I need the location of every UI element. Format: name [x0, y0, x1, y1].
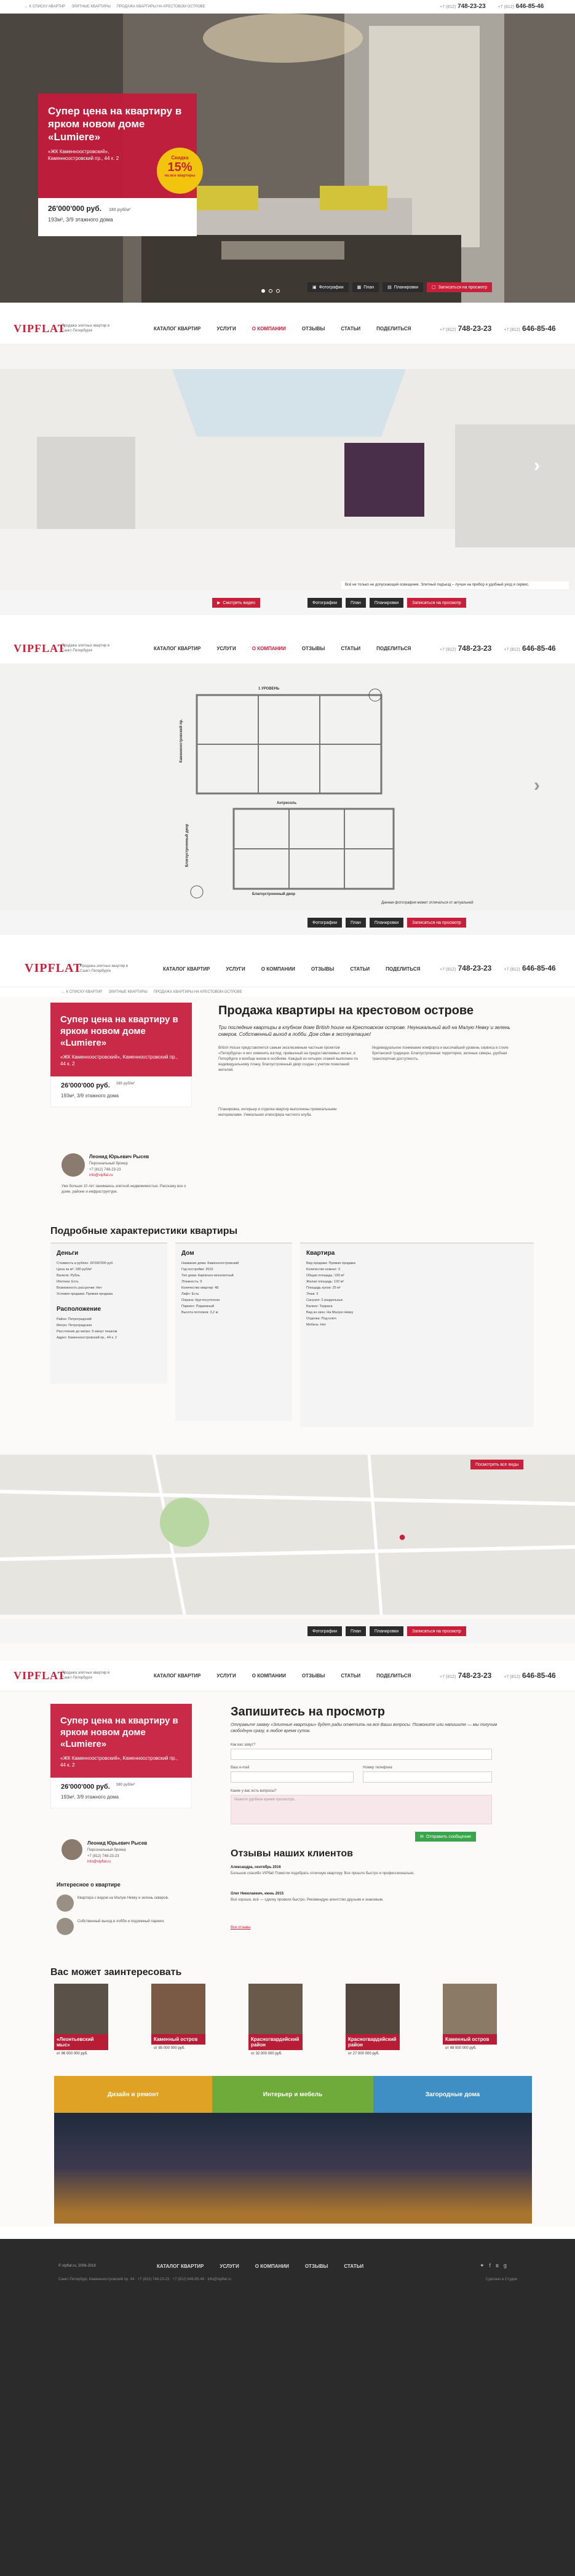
- nav-reviews[interactable]: ОТЗЫВЫ: [301, 646, 325, 651]
- city-banner: [54, 2113, 532, 2224]
- breadcrumb-current: ПРОДАЖА КВАРТИРЫ НА КРЕСТОВОМ ОСТРОВЕ: [116, 5, 205, 9]
- nav-share[interactable]: ПОДЕЛИТЬСЯ: [376, 646, 411, 651]
- offer-title: Супер цена на квартиру в ярком новом доме «Lumiere»: [60, 1715, 178, 1749]
- interest-thumb: [57, 1894, 74, 1912]
- char-row: Тип дома: Кирпично-монолитный: [181, 1274, 234, 1278]
- footer-nav: [157, 2264, 363, 2269]
- gallery-buttons-4: [307, 1626, 466, 1636]
- reviews-title: Отзывы наших клиентов: [231, 1848, 353, 1859]
- logo[interactable]: VIPFLAT: [14, 1669, 66, 1682]
- nav-articles[interactable]: СТАТЬИ: [350, 966, 370, 972]
- lead-text: Три последние квартиры в клубном доме British house на Крестовском острове. Неуникальный вид на Малую Невку и зелень скверов. Собственный выход в лобби. Дом сдан в эксплуатацию!: [218, 1025, 510, 1037]
- photos-button[interactable]: ▣ Фотографии: [307, 282, 349, 292]
- char-row: Адрес: Каменноостровский пр., 44 к. 2: [57, 1336, 117, 1340]
- twitter-icon[interactable]: ✦: [480, 2262, 485, 2268]
- phone-1[interactable]: +7 (812) 748-23-23: [440, 964, 492, 972]
- money-box: [50, 1242, 167, 1384]
- gallery-buttons-3: [307, 918, 466, 928]
- photos-button[interactable]: Фотографии: [307, 1626, 342, 1636]
- agent-phone[interactable]: +7 (812) 748-23-23: [87, 1854, 119, 1858]
- char-row: Санузел: 2 раздельных: [306, 1298, 343, 1302]
- tagline: Продажа элитных квартир в Санкт-Петербурге: [61, 1671, 110, 1680]
- phones: [440, 1671, 556, 1680]
- card-title: Каменный остров: [443, 2034, 497, 2045]
- flat-box: [300, 1242, 534, 1427]
- facebook-icon[interactable]: f: [489, 2262, 491, 2268]
- card-price: от 32 000 000 руб.: [251, 2052, 282, 2056]
- card-image: [346, 1984, 400, 2034]
- footer-nav-item[interactable]: О КОМПАНИИ: [255, 2264, 289, 2269]
- offer-title: Супер цена на квартиру в ярком новом доме «Lumiere»: [60, 1014, 178, 1048]
- review-author: Олег Николаевич, июнь 2015: [231, 1892, 284, 1896]
- breadcrumb-item[interactable]: ЭЛИТНЫЕ КВАРТИРЫ: [108, 990, 148, 994]
- tile-design[interactable]: Дизайн и ремонт: [54, 2076, 212, 2113]
- related-card[interactable]: [443, 1984, 497, 2052]
- char-row: Название дома: Каменноостровский: [181, 1262, 239, 1265]
- plan-level-label: 1 УРОВЕНЬ: [258, 687, 280, 691]
- message-label: Какие у вас есть вопросы?: [231, 1789, 277, 1793]
- name-label: Как вас зовут?: [231, 1743, 256, 1747]
- breadcrumb-back-link[interactable]: ← К СПИСКУ КВАРТИР: [25, 5, 66, 9]
- phones: [440, 964, 556, 972]
- description-2: Индивидуальное понимание комфорта и высочайший уровень сервиса в стиле британской традиции. Благоустроенная территория, зеленые скверы, удобная транспортная доступность.: [372, 1046, 509, 1061]
- char-row: Район: Петроградский: [57, 1318, 92, 1321]
- agent-avatar: [61, 1153, 85, 1177]
- book-viewing-button[interactable]: Записаться на просмотр: [407, 918, 466, 928]
- map-pin-icon[interactable]: ●: [399, 1530, 406, 1544]
- nav-reviews[interactable]: ОТЗЫВЫ: [311, 966, 335, 972]
- submit-button[interactable]: ✉ Отправить сообщение: [415, 1832, 476, 1842]
- book-viewing-button[interactable]: Записаться на просмотр: [407, 598, 466, 608]
- logo[interactable]: VIPFLAT: [14, 322, 66, 335]
- page-title: Продажа квартиры на крестовом острове: [218, 1004, 474, 1017]
- all-reviews-link[interactable]: Все отзывы: [231, 1926, 251, 1930]
- nav-about[interactable]: О КОМПАНИИ: [252, 646, 286, 651]
- price-box-2: 26'000'000 руб. 180 руб/м² 193м², 3/9 этажного дома: [50, 1076, 192, 1107]
- char-row: Отделка: Под ключ: [306, 1317, 336, 1321]
- plan-caption: Данная фотография может отличаться от актуальной: [381, 901, 474, 905]
- gallery-toolbar-2: [0, 590, 575, 615]
- slider-dot[interactable]: [269, 289, 272, 293]
- hall-illustration: [0, 344, 575, 603]
- footer-contacts: Санкт-Петербург, Каменноостровский пр. 44 · +7 (812) 748-23-23 · +7 (812) 646-85-46 · info@vipflat.ru: [58, 2278, 231, 2281]
- footer-nav-item[interactable]: КАТАЛОГ КВАРТИР: [157, 2264, 204, 2269]
- nav-services[interactable]: УСЛУГИ: [216, 326, 236, 332]
- nav-services[interactable]: УСЛУГИ: [226, 966, 245, 972]
- location-heading: Расположение: [57, 1306, 101, 1313]
- description-1: British House представляется самым эксклюзивным частным проектом «Петербурга» и мог изменить взгляд, привычный на предоставляемых жилье, в Петербурге и вообще жизни в особняке. Каждый из четырех этажей выполнен по индивидуальному плану, благоустроенный двор создан с учетом пожеланий жителей.: [218, 1046, 358, 1072]
- gallery-buttons-2: [307, 598, 466, 608]
- plan-yard-label: Благоустроенный двор: [252, 892, 296, 896]
- send-icon: ✉: [420, 1835, 424, 1839]
- breadcrumb-back-link[interactable]: ← К СПИСКУ КВАРТИР: [61, 990, 103, 994]
- agent-name: Леонид Юрьевич Рысев: [87, 1840, 148, 1846]
- card-image: [54, 1984, 108, 2034]
- map-streets: [0, 1455, 575, 1615]
- plan-icon: ▦: [357, 285, 362, 290]
- char-row: Лифт: Есть: [181, 1292, 199, 1296]
- all-views-button[interactable]: Посмотреть все виды: [470, 1460, 523, 1469]
- footer: [0, 2239, 575, 2576]
- nav-about[interactable]: О КОМПАНИИ: [252, 326, 286, 332]
- char-row: Мебель: Нет: [306, 1323, 327, 1327]
- phones-top: [440, 3, 544, 10]
- header-top: [0, 0, 575, 14]
- camera-icon: ▣: [312, 285, 317, 290]
- form-lead: Отправьте заявку «Элитные квартиры» будет рады ответить на все Ваши вопросы. Позвоните или напишите — мы получим свободную сразу, в любое время суток.: [231, 1723, 498, 1733]
- nav-articles[interactable]: СТАТЬИ: [341, 1673, 361, 1679]
- next-arrow[interactable]: ›: [534, 455, 540, 475]
- layouts-button[interactable]: Планировки: [370, 918, 403, 928]
- next-arrow[interactable]: ›: [534, 775, 540, 795]
- char-row: Балкон: Терраса: [306, 1305, 333, 1308]
- photos-button[interactable]: Фотографии: [307, 918, 342, 928]
- offer-address: «ЖК Каменноостровский», Каменноостровский пр., 44 к. 2: [48, 149, 119, 161]
- agent-email[interactable]: info@vipflat.ru: [89, 1174, 113, 1177]
- offer-card-2: [50, 1003, 192, 1076]
- phone-input[interactable]: [363, 1771, 492, 1783]
- nav-articles[interactable]: СТАТЬИ: [341, 646, 361, 651]
- plan-yard-label-2: Благоустроенный двор: [185, 824, 189, 867]
- card-title: «Леонтьевский мыс»: [54, 2034, 108, 2050]
- price: 26'000'000 руб.: [48, 204, 102, 213]
- photo-caption: Всё не только не допускающий освещение. Элитный подъезд – лучше на прибор и удобный уход и сервис.: [341, 581, 569, 589]
- agent-email[interactable]: info@vipflat.ru: [87, 1860, 111, 1864]
- nav-share[interactable]: ПОДЕЛИТЬСЯ: [386, 966, 421, 972]
- nav-services[interactable]: УСЛУГИ: [216, 1673, 236, 1679]
- char-row: Жилая площадь: 120 м²: [306, 1280, 344, 1284]
- tile-country-houses[interactable]: Загородные дома: [373, 2076, 532, 2113]
- discount-badge: Скидка 15% на все квартиры: [157, 148, 203, 194]
- header-5: [0, 1661, 575, 1691]
- footer-nav-item[interactable]: УСЛУГИ: [220, 2264, 239, 2269]
- interest-thumb: [57, 1918, 74, 1935]
- slider-dot[interactable]: [276, 289, 280, 293]
- char-row: Вид продажи: Прямая продажа: [306, 1262, 355, 1265]
- char-row: Возможность рассрочки: Нет: [57, 1286, 102, 1290]
- footer-developer[interactable]: Сделано в Студии: [486, 2278, 518, 2281]
- nav-catalog[interactable]: КАТАЛОГ КВАРТИР: [163, 966, 210, 972]
- tile-interior[interactable]: Интерьер и мебель: [212, 2076, 373, 2113]
- hero-buttons: [307, 282, 492, 292]
- email-input[interactable]: [231, 1771, 354, 1783]
- map[interactable]: [0, 1455, 575, 1615]
- main-nav: [154, 646, 411, 651]
- footer-nav-item[interactable]: ОТЗЫВЫ: [304, 2264, 328, 2269]
- card-price: от 27 000 000 руб.: [348, 2052, 379, 2056]
- tagline: Продажа элитных квартир в Санкт-Петербурге: [61, 644, 110, 653]
- phone-2[interactable]: +7 (812) 646-85-46: [504, 1671, 556, 1680]
- phones: [440, 644, 556, 653]
- header-4: [0, 950, 575, 987]
- interest-title: Интересное о квартире: [57, 1882, 121, 1888]
- hero-photo: [0, 14, 575, 303]
- breadcrumb-item[interactable]: ЭЛИТНЫЕ КВАРТИРЫ: [71, 5, 111, 9]
- char-row: Высота потолков: 3,2 м: [181, 1311, 218, 1314]
- price-per-m: 180 руб/м²: [109, 208, 131, 212]
- char-row: Год постройки: 2015: [181, 1268, 213, 1271]
- form-title: Запишитесь на просмотр: [231, 1705, 386, 1719]
- agent-role: Персональный брокер: [87, 1848, 126, 1852]
- name-input[interactable]: [231, 1749, 492, 1760]
- calendar-icon: ▢: [432, 285, 436, 290]
- nav-about[interactable]: О КОМПАНИИ: [252, 1673, 286, 1679]
- nav-catalog[interactable]: КАТАЛОГ КВАРТИР: [154, 1673, 201, 1679]
- agent-role: Персональный брокер: [89, 1162, 128, 1166]
- layouts-button[interactable]: Планировки: [370, 1626, 403, 1636]
- related-card[interactable]: [54, 1984, 108, 2057]
- nav-reviews[interactable]: ОТЗЫВЫ: [301, 326, 325, 332]
- offer-address: «ЖК Каменноостровский», Каменноостровский пр., 44 к. 2: [60, 1755, 178, 1768]
- footer-copyright: © vipflat.ru, 2006-2016: [58, 2264, 96, 2268]
- review-text: Большое спасибо VIPflat! Помогли подобрать отличную квартиру. Все прошло быстро и профессионально.: [231, 1872, 415, 1875]
- char-row: Общая площадь: 193 м²: [306, 1274, 344, 1278]
- char-row: Охрана: Круглосуточная: [181, 1298, 220, 1302]
- main-nav: [163, 966, 420, 972]
- layouts-button[interactable]: ▤ Планировки: [383, 282, 423, 292]
- photos-button[interactable]: Фотографии: [307, 598, 342, 608]
- char-row: Расстояние до метро: 5 минут пешком: [57, 1330, 117, 1334]
- card-price: от 48 000 000 руб.: [445, 2046, 477, 2050]
- gallery-toolbar-3: [0, 910, 575, 935]
- card-price: от 85 000 000 руб.: [154, 2046, 185, 2050]
- offer-title: Супер цена на квартиру в ярком новом доме «Lumiere»: [48, 105, 182, 143]
- breadcrumb-top: [25, 5, 205, 9]
- related-card[interactable]: [248, 1984, 303, 2057]
- phone-2[interactable]: +7 (812) 646-85-46: [504, 964, 556, 972]
- char-row: Количество квартир: 48: [181, 1286, 219, 1290]
- nav-reviews[interactable]: ОТЗЫВЫ: [301, 1673, 325, 1679]
- footer-nav-item[interactable]: СТАТЬИ: [344, 2264, 364, 2269]
- char-row: Вид из окон: На Малую Невку: [306, 1311, 354, 1314]
- char-row: Стоимость в рублях: 26'000'000 руб.: [57, 1262, 114, 1265]
- char-row: Цена за м²: 180 руб/м²: [57, 1268, 92, 1271]
- play-icon: ▶: [217, 601, 221, 605]
- price-box-3: 26'000'000 руб. 180 руб/м² 193м², 3/9 этажного дома: [50, 1778, 192, 1808]
- card-image: [248, 1984, 303, 2034]
- related-card[interactable]: [151, 1984, 205, 2052]
- floor-plan: [0, 664, 575, 923]
- char-row: Метро: Петроградская: [57, 1324, 92, 1327]
- card-title: Красногвардейский район: [346, 2034, 400, 2050]
- agent-note: Уже больше 10 лет занимаюсь элитной недвижимостью. Расскажу все о доме, районе и инфраструктуре.: [61, 1185, 186, 1194]
- logo[interactable]: VIPFLAT: [14, 642, 66, 654]
- review-text: Всё хорошо, всё — сделку провели быстро. Рекомендую агентство друзьям и знакомым.: [231, 1898, 384, 1902]
- flat-heading: Квартира: [306, 1250, 335, 1257]
- nav-services[interactable]: УСЛУГИ: [216, 646, 236, 651]
- slider-dot[interactable]: [261, 289, 265, 293]
- agent-phone[interactable]: +7 (812) 748-23-23: [89, 1168, 121, 1172]
- agent-avatar: [61, 1839, 82, 1860]
- phone-1[interactable]: +7 (812) 748-23-23: [440, 644, 492, 653]
- nav-share[interactable]: ПОДЕЛИТЬСЯ: [376, 1673, 411, 1679]
- money-heading: Деньги: [57, 1250, 79, 1257]
- tagline: Продажа элитных квартир в Санкт-Петербурге: [61, 324, 110, 333]
- book-viewing-button[interactable]: Записаться на просмотр: [407, 1626, 466, 1636]
- main-nav: [154, 1673, 411, 1679]
- char-row: Паркинг: Подземный: [181, 1305, 215, 1308]
- plan-street-label: Каменноостровский пр.: [179, 719, 183, 763]
- gplus-icon[interactable]: g: [503, 2262, 507, 2268]
- plan-button[interactable]: План: [346, 1626, 366, 1636]
- description-3: Планировка, интерьер и отделка квартир выполнены премиальными материалами. Уникальная атмосфера частного клуба.: [218, 1108, 337, 1117]
- related-title: Вас может заинтересовать: [50, 1967, 182, 1978]
- header-3: [0, 634, 575, 664]
- video-button[interactable]: ▶ Смотреть видео: [212, 598, 260, 608]
- book-viewing-button[interactable]: ▢ Записаться на просмотр: [427, 282, 492, 292]
- nav-share[interactable]: ПОДЕЛИТЬСЯ: [376, 326, 411, 332]
- layout-icon: ▤: [387, 285, 392, 290]
- char-row: Этаж: 3: [306, 1292, 319, 1296]
- social-icons: [480, 2262, 507, 2269]
- breadcrumb: [61, 990, 242, 994]
- nav-about[interactable]: О КОМПАНИИ: [261, 966, 295, 972]
- layouts-button[interactable]: Планировки: [370, 598, 403, 608]
- tagline: Продажа элитных квартир в Санкт-Петербурге: [80, 964, 129, 973]
- nav-articles[interactable]: СТАТЬИ: [341, 326, 361, 332]
- header-2: [0, 314, 575, 344]
- phone-1[interactable]: +7 (812) 748-23-23: [440, 1671, 492, 1680]
- interest-item[interactable]: Собственный выход в лобби и подземный паркинг.: [77, 1920, 165, 1923]
- breadcrumb-current: ПРОДАЖА КВАРТИРЫ НА КРЕСТОВОМ ОСТРОВЕ: [153, 990, 242, 994]
- phone-2[interactable]: +7 (812) 646-85-46: [498, 3, 544, 10]
- characteristics-title: Подробные характеристики квартиры: [50, 1226, 238, 1236]
- email-label: Ваш e-mail: [231, 1766, 250, 1770]
- logo[interactable]: VIPFLAT: [25, 961, 82, 975]
- char-row: Валюта: Рубль: [57, 1274, 80, 1278]
- card-image: [443, 1984, 497, 2034]
- offer-card-3: [50, 1704, 192, 1778]
- area-info: 193м², 3/9 этажного дома: [48, 217, 113, 223]
- char-row: Площадь кухни: 25 м²: [306, 1286, 341, 1290]
- interest-item[interactable]: Квартира с видом на Малую Невку и зелень скверов.: [77, 1896, 169, 1900]
- plan-button[interactable]: План: [346, 598, 366, 608]
- main-nav: [154, 326, 411, 332]
- related-card[interactable]: [346, 1984, 400, 2057]
- message-textarea[interactable]: Укажите удобное время просмотра...: [231, 1795, 492, 1824]
- house-heading: Дом: [181, 1250, 194, 1257]
- offer-address: «ЖК Каменноостровский», Каменноостровский пр., 44 к. 2: [60, 1054, 178, 1067]
- price-box: [38, 198, 197, 236]
- phone-2[interactable]: +7 (812) 646-85-46: [504, 644, 556, 653]
- plan-button[interactable]: План: [346, 918, 366, 928]
- phone-2[interactable]: +7 (812) 646-85-46: [504, 324, 556, 333]
- char-row: Ипотека: Есть: [57, 1280, 79, 1284]
- card-price: от 96 000 000 руб.: [57, 2052, 88, 2056]
- card-title: Каменный остров: [151, 2034, 205, 2045]
- plan-button[interactable]: ▦ План: [352, 282, 379, 292]
- agent-name: Леонид Юрьевич Рысев: [89, 1154, 149, 1159]
- gallery-toolbar-4: [0, 1619, 575, 1644]
- hall-photo: [0, 344, 575, 603]
- review-author: Александра, сентябрь 2016: [231, 1866, 281, 1869]
- phones: [440, 324, 556, 333]
- phone-label: Номер телефона: [363, 1766, 392, 1770]
- floorplan-drawing: [0, 664, 575, 923]
- phone-1[interactable]: +7 (812) 748-23-23: [440, 324, 492, 333]
- nav-catalog[interactable]: КАТАЛОГ КВАРТИР: [154, 326, 201, 332]
- card-title: Красногвардейский район: [248, 2034, 303, 2050]
- nav-catalog[interactable]: КАТАЛОГ КВАРТИР: [154, 646, 201, 651]
- house-box: [175, 1242, 292, 1421]
- card-image: [151, 1984, 205, 2034]
- char-row: Условия продажи: Прямая продажа: [57, 1292, 113, 1296]
- vk-icon[interactable]: в: [496, 2262, 499, 2268]
- char-row: Количество комнат: 3: [306, 1268, 340, 1271]
- plan-mezzanine-label: Антресоль: [277, 801, 297, 805]
- phone-1[interactable]: +7 (812) 748-23-23: [440, 3, 486, 10]
- char-row: Этажность: 9: [181, 1280, 202, 1284]
